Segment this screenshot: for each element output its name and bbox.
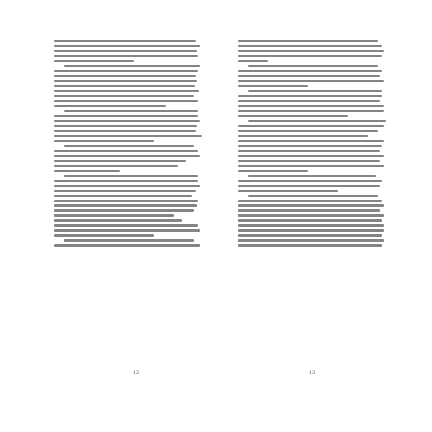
text-line (238, 85, 308, 87)
text-line (238, 125, 384, 127)
text-line (248, 65, 378, 67)
text-line (238, 200, 382, 202)
text-line (248, 175, 376, 177)
text-line (238, 75, 380, 77)
text-line (54, 185, 200, 187)
text-line (54, 60, 134, 62)
text-line (54, 75, 196, 77)
text-line (54, 209, 194, 211)
text-line (238, 50, 384, 52)
text-line (238, 95, 382, 97)
text-line (238, 100, 380, 102)
text-line (238, 155, 384, 157)
text-line (64, 145, 194, 147)
text-line (238, 80, 384, 82)
text-line (54, 130, 196, 132)
text-line (54, 234, 154, 236)
text-line (238, 219, 382, 221)
text-line (238, 145, 382, 147)
text-line (248, 120, 386, 122)
text-line (54, 165, 178, 167)
text-line (238, 110, 384, 112)
text-line (238, 214, 384, 216)
text-line (54, 229, 200, 231)
text-line (54, 115, 198, 117)
text-line (64, 239, 194, 241)
text-line (54, 55, 198, 57)
text-line (54, 204, 197, 206)
text-line (238, 244, 382, 246)
text-line (238, 60, 268, 62)
text-line (238, 170, 308, 172)
text-line (54, 150, 198, 152)
text-line (238, 135, 368, 137)
text-line (248, 90, 382, 92)
text-line (54, 50, 197, 52)
text-line (54, 155, 200, 157)
text-line (54, 170, 120, 172)
text-line (54, 135, 202, 137)
left-page-text-block (54, 40, 204, 370)
right-page-number: 13 (308, 370, 316, 376)
text-line (54, 244, 200, 246)
text-line (54, 219, 182, 221)
text-line (238, 165, 384, 167)
text-line (54, 70, 198, 72)
text-line (54, 140, 154, 142)
text-line (54, 40, 196, 42)
text-line (238, 150, 380, 152)
text-line (238, 224, 384, 226)
text-line (54, 120, 200, 122)
text-line (238, 70, 382, 72)
text-line (238, 239, 384, 241)
text-line (54, 45, 200, 47)
text-line (54, 180, 198, 182)
text-line (238, 204, 384, 206)
text-line (238, 115, 348, 117)
text-line (54, 190, 196, 192)
text-line (238, 234, 382, 236)
text-line (54, 125, 197, 127)
text-line (238, 229, 384, 231)
text-line (238, 180, 382, 182)
text-line (54, 105, 166, 107)
right-page-text-block (238, 40, 388, 370)
text-line (238, 209, 380, 211)
text-line (54, 224, 198, 226)
text-line (64, 65, 200, 67)
text-line (54, 90, 199, 92)
text-line (238, 190, 338, 192)
text-line (238, 45, 382, 47)
text-line (248, 195, 378, 197)
text-line (54, 200, 198, 202)
text-line (54, 160, 186, 162)
text-line (64, 110, 198, 112)
text-line (54, 80, 197, 82)
text-line (54, 214, 174, 216)
text-line (238, 185, 380, 187)
text-line (238, 160, 380, 162)
text-line (54, 100, 198, 102)
left-page-number: 12 (132, 370, 140, 376)
text-line (238, 130, 378, 132)
text-line (238, 140, 384, 142)
text-line (238, 55, 382, 57)
text-line (64, 175, 198, 177)
text-line (54, 195, 192, 197)
text-line (238, 105, 384, 107)
text-line (54, 85, 195, 87)
text-line (54, 95, 194, 97)
text-line (238, 40, 378, 42)
